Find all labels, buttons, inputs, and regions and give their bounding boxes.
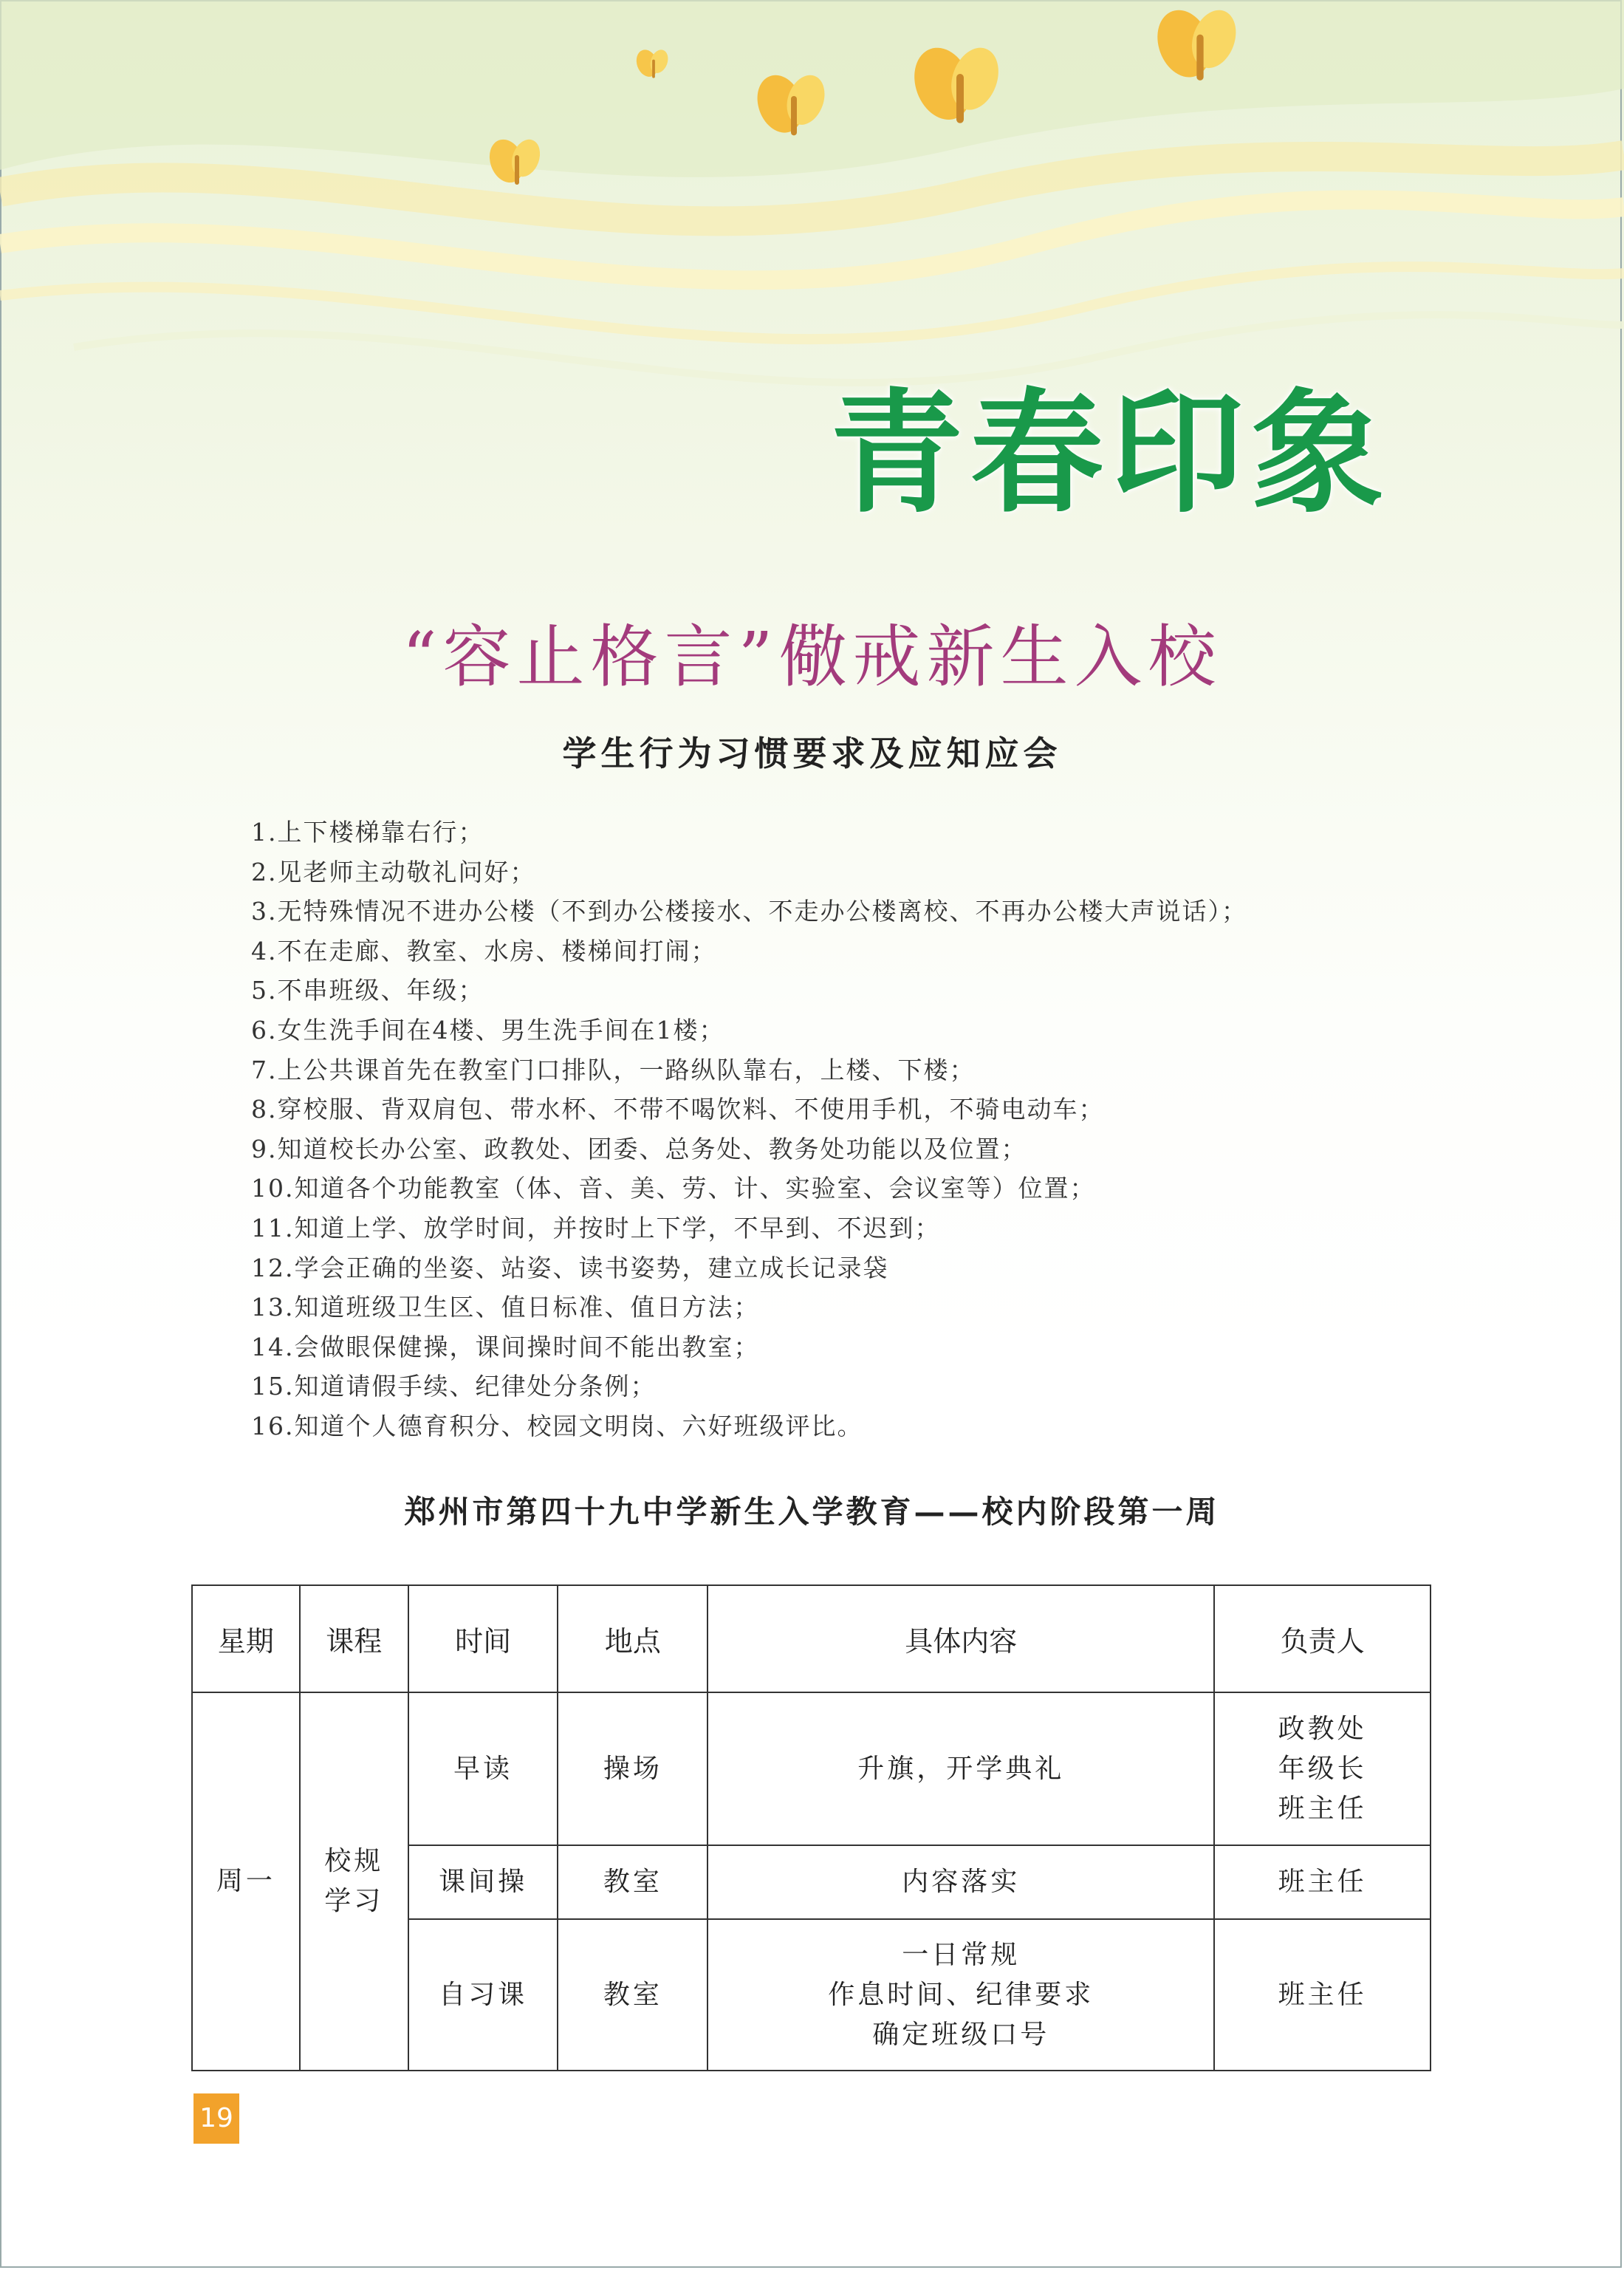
schedule-table [191,1584,1431,2071]
schedule-title: 郑州市第四十九中学新生入学教育——校内阶段第一周 [404,1494,1220,1530]
owner-line: 年级长 [1278,1753,1367,1784]
column-header-content: 具体内容 [707,1585,1214,1692]
content-line: 确定班级口号 [872,2019,1050,2050]
time-cell: 课间操 [408,1845,558,1919]
location-cell: 教室 [558,1845,707,1919]
list-item: 11.知道上学、放学时间，并按时上下学，不早到、不迟到； [251,1213,941,1242]
list-item: 15.知道请假手续、纪律处分条例； [251,1372,657,1401]
butterfly-icon [753,66,835,155]
content-line: 一日常规 [902,1939,1021,1970]
list-item: 4.不在走廊、教室、水房、楼梯间打闹； [251,936,717,965]
butterfly-icon [487,133,547,199]
content-cell [707,1692,1214,1845]
list-item: 3.无特殊情况不进办公楼（不到办公楼接水、不走办公楼离校、不再办公楼大声说话）； [251,897,1247,926]
article-subtitle: 学生行为习惯要求及应知应会 [562,734,1062,773]
list-item: 10.知道各个功能教室（体、音、美、劳、计、实验室、会议室等）位置； [251,1174,1096,1203]
content-line: 作息时间、纪律要求 [828,1979,1094,2010]
table-header-row [192,1585,1431,1692]
list-item: 9.知道校长办公室、政教处、团委、总务处、教务处功能以及位置； [251,1134,1027,1163]
list-item: 5.不串班级、年级； [251,976,484,1005]
table-row [192,1692,1431,1845]
day-cell: 周一 [192,1692,300,2071]
owner-line: 政教处 [1278,1713,1367,1744]
owner-line: 班主任 [1278,1867,1367,1897]
column-header-location: 地点 [558,1585,707,1692]
column-header-course: 课程 [300,1585,408,1692]
list-item: 12.学会正确的坐姿、站姿、读书姿势，建立成长记录袋 [251,1253,889,1282]
location-cell: 操场 [558,1692,707,1845]
list-item: 1.上下楼梯靠右行； [251,818,484,847]
column-header-weekday: 星期 [192,1585,300,1692]
owner-line: 班主任 [1278,1979,1367,2010]
owner-line: 班主任 [1278,1793,1367,1824]
butterfly-icon [635,44,672,89]
list-item: 14.会做眼保健操，课间操时间不能出教室； [251,1332,760,1361]
course-line: 校规 [324,1846,384,1876]
time-cell: 早读 [408,1692,558,1845]
list-item: 13.知道班级卫生区、值日标准、值日方法； [251,1293,760,1322]
content-line: 升旗，开学典礼 [857,1753,1065,1784]
butterfly-icon [1145,0,1255,103]
article-title: “容止格言”儆戒新生入校 [402,618,1222,697]
column-header-time: 时间 [408,1585,558,1692]
owner-cell [1214,1845,1431,1919]
list-item: 8.穿校服、背双肩包、带水杯、不带不喝饮料、不使用手机，不骑电动车； [251,1095,1105,1124]
location-cell: 教室 [558,1919,707,2071]
list-item: 7.上公共课首先在教室门口排队，一路纵队靠右，上楼、下楼； [251,1055,976,1084]
course-cell [300,1692,408,2071]
butterfly-icon [908,37,1012,148]
course-line: 学习 [324,1886,384,1916]
rules-list [251,813,1247,1446]
column-header-owner: 负责人 [1214,1585,1431,1692]
list-item: 16.知道个人德育积分、校园文明岗、六好班级评比。 [251,1411,863,1440]
owner-cell [1214,1692,1431,1845]
content-cell [707,1919,1214,2071]
list-item: 2.见老师主动敬礼问好； [251,857,536,886]
time-cell: 自习课 [408,1919,558,2071]
page-number-badge: 19 [193,2093,239,2144]
section-banner-title: 青春印象 [829,377,1391,531]
list-item: 6.女生洗手间在4楼、男生洗手间在1楼； [251,1015,725,1045]
owner-cell [1214,1919,1431,2071]
content-cell [707,1845,1214,1919]
content-line: 内容落实 [902,1867,1021,1897]
